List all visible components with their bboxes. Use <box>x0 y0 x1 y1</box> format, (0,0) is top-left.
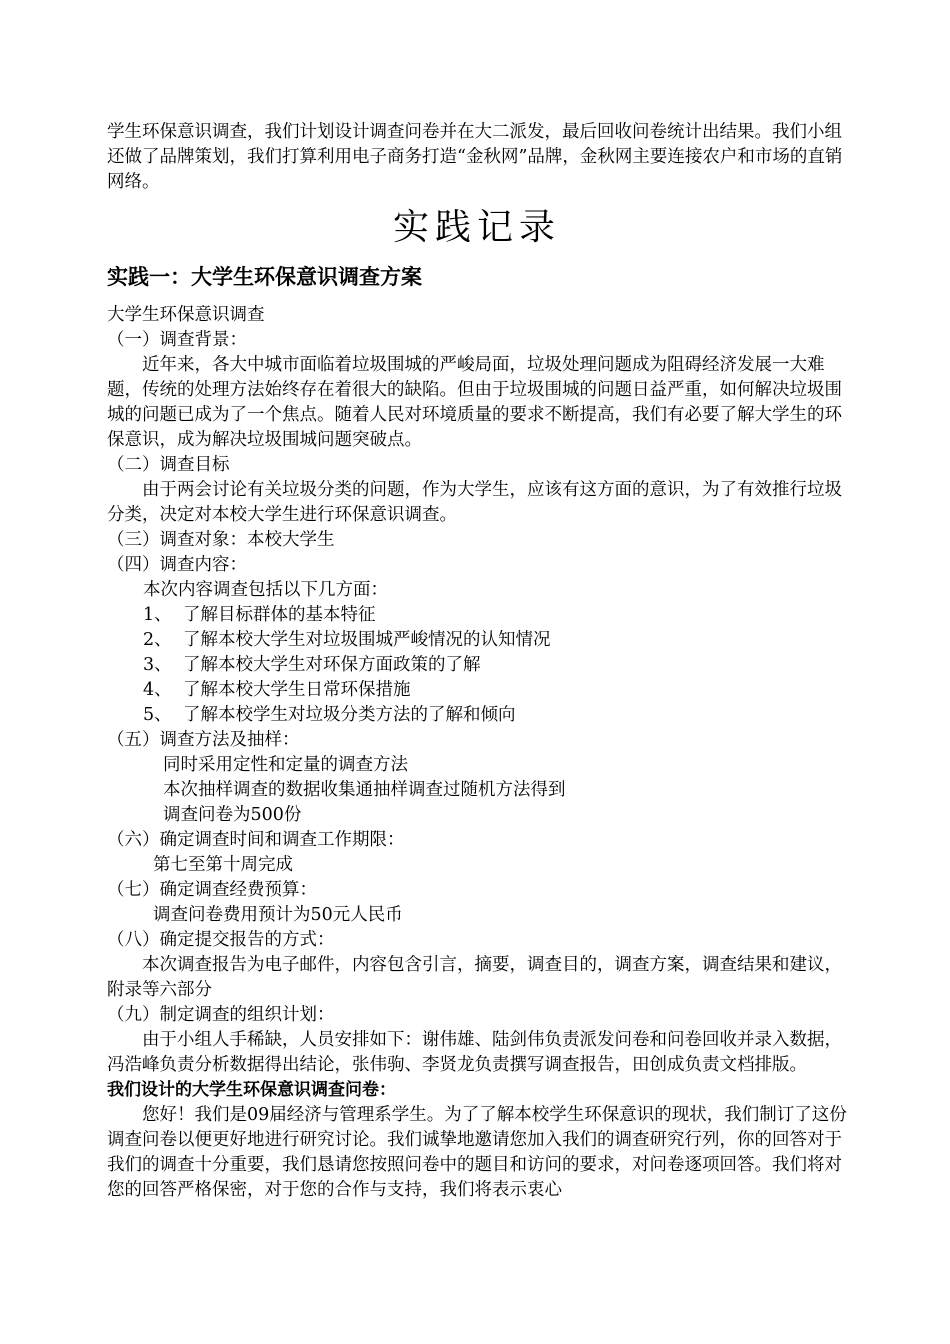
section-7-text: 调查问卷费用预计为50元人民币 <box>153 905 403 925</box>
section-1-text: 近年来，各大中城市面临着垃圾围城的严峻局面，垃圾处理问题成为阻碍经济发展一大难题，传统的处理方法始终存在着很大的缺陷。但由于垃圾围城的问题日益严重，如何解决垃圾围城的问题已成为了一个焦点。随着人民对环境质量的要求不断提高，我们有必要了解大学生的环保意识，成为解决垃圾围城问题突破点。 <box>107 355 842 450</box>
section-4-label: （四）调查内容： <box>107 555 247 575</box>
questionnaire-heading: 我们设计的大学生环保意识调查问卷： <box>107 1080 396 1100</box>
section-8-label: （八）确定提交报告的方式： <box>107 930 335 950</box>
intro-paragraph: 学生环保意识调查，我们计划设计调查问卷并在大二派发，最后回收问卷统计出结果。我们小组还做了品牌策划，我们打算利用电子商务打造“金秋网”品牌，金秋网主要连接农户和市场的直销网络。 <box>107 122 843 192</box>
section-2-text: 由于两会讨论有关垃圾分类的问题，作为大学生，应该有这方面的意识，为了有效推行垃圾分类，决定对本校大学生进行环保意识调查。 <box>107 480 842 525</box>
list-item-number: 5、 <box>143 705 172 725</box>
section-heading: 实践一：大学生环保意识调查方案 <box>107 265 422 289</box>
list-item <box>107 653 847 678</box>
section-7-label: （七）确定调查经费预算： <box>107 880 317 900</box>
list-item-number: 2、 <box>143 630 172 650</box>
section-5-line: 本次抽样调查的数据收集通抽样调查过随机方法得到 <box>163 780 566 800</box>
section-8-text: 本次调查报告为电子邮件，内容包含引言，摘要，调查目的，调查方案，调查结果和建议，附录等六部分 <box>107 955 842 1000</box>
list-item <box>107 703 847 728</box>
section-3-label: （三）调查对象：本校大学生 <box>107 530 335 550</box>
section-9-label: （九）制定调查的组织计划： <box>107 1005 335 1025</box>
section-5-label: （五）调查方法及抽样： <box>107 730 300 750</box>
list-item-number: 1、 <box>143 605 172 625</box>
list-item <box>107 678 847 703</box>
document-body <box>107 120 847 1203</box>
section-6-label: （六）确定调查时间和调查工作期限： <box>107 830 405 850</box>
section-4-intro: 本次内容调查包括以下几方面： <box>143 580 388 600</box>
list-item <box>107 603 847 628</box>
section-2-label: （二）调查目标 <box>107 455 230 475</box>
section-1-label: （一）调查背景： <box>107 330 247 350</box>
list-item-text: 了解本校学生对垃圾分类方法的了解和倾向 <box>183 705 516 725</box>
list-item-text: 了解本校大学生日常环保措施 <box>183 680 411 700</box>
questionnaire-text: 您好！我们是09届经济与管理系学生。为了了解本校学生环保意识的现状，我们制订了这份调查问卷以便更好地进行研究讨论。我们诚挚地邀请您加入我们的调查研究行列，你的回答对于我们的调查十分重要，我们恳请您按照问卷中的题目和访问的要求，对问卷逐项回答。我们将对您的回答严格保密，对于您的合作与支持，我们将表示衷心 <box>107 1105 847 1200</box>
survey-name: 大学生环保意识调查 <box>107 305 265 325</box>
list-item <box>107 628 847 653</box>
list-item-text: 了解本校大学生对垃圾围城严峻情况的认知情况 <box>183 630 551 650</box>
list-item-text: 了解目标群体的基本特征 <box>183 605 376 625</box>
list-item-number: 3、 <box>143 655 172 675</box>
list-item-number: 4、 <box>143 680 172 700</box>
section-6-text: 第七至第十周完成 <box>153 855 293 875</box>
page-title: 实践记录 <box>392 207 561 248</box>
list-item-text: 了解本校大学生对环保方面政策的了解 <box>183 655 481 675</box>
section-9-text: 由于小组人手稀缺，人员安排如下：谢伟雄、陆剑伟负责派发问卷和问卷回收并录入数据，冯浩峰负责分析数据得出结论，张伟驹、李贤龙负责撰写调查报告，田创成负责文档排版。 <box>107 1030 842 1075</box>
section-5-line: 同时采用定性和定量的调查方法 <box>163 755 408 775</box>
section-5-line: 调查问卷为500份 <box>163 805 302 825</box>
